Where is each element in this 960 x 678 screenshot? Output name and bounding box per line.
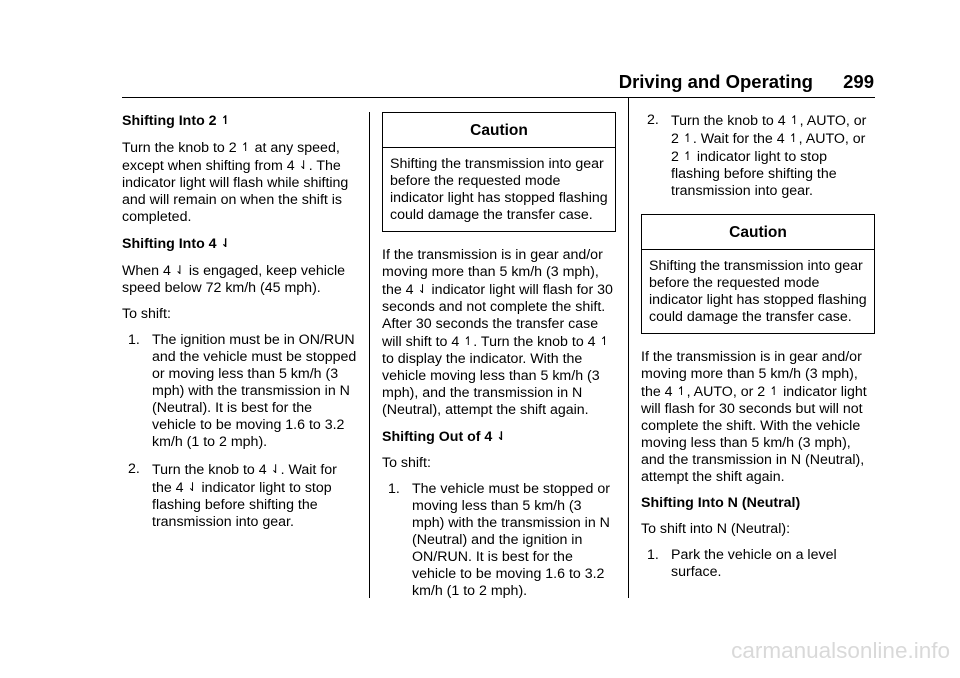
heading-shifting-into-2: Shifting Into 2 ↿	[122, 113, 231, 129]
down-arrow-icon: ⇃	[270, 462, 281, 476]
up-arrow-icon: ↿	[220, 113, 231, 127]
caution-body: Shifting the transmission into gear before the requested mode indicator light has stopped flashing could damage the transfer case.	[649, 258, 867, 325]
up-arrow-icon: ↿	[789, 113, 800, 127]
to-shift-label: To shift into N (Neutral):	[641, 521, 791, 537]
list-item: 1. The vehicle must be stopped or moving less than 5 km/h (3 mph) with the transmission in N (Neutral) and the ignition in ON/RUN. It is best for the vehicle to be moving 1.6 to 3.2 km/h (1 to 2 mph).	[388, 481, 610, 599]
steps-list	[641, 112, 875, 200]
column-middle	[382, 112, 616, 610]
up-arrow-icon: ↿	[769, 384, 780, 398]
steps-list	[641, 547, 875, 581]
caution-box	[641, 214, 875, 334]
list-item: 1. Park the vehicle on a level surface.	[647, 547, 837, 580]
up-arrow-icon: ↿	[682, 131, 693, 145]
caution-title: Caution	[642, 215, 874, 250]
header-rule	[122, 97, 875, 98]
list-item: 2. Turn the knob to 4 ↿, AUTO, or 2 ↿. Wait for the 4 ↿, AUTO, or 2 ↿ indicator light to stop flashing before shifting the transmission into gear.	[647, 112, 867, 199]
column-right	[641, 112, 875, 591]
column-divider	[628, 98, 629, 598]
down-arrow-icon: ⇃	[220, 236, 231, 250]
heading-shifting-into-4: Shifting Into 4 ⇃	[122, 236, 231, 252]
up-arrow-icon: ↿	[676, 384, 687, 398]
page-number: 299	[843, 71, 874, 92]
down-arrow-icon: ⇃	[417, 282, 428, 296]
up-arrow-icon: ↿	[788, 131, 799, 145]
down-arrow-icon: ⇃	[496, 429, 507, 443]
up-arrow-icon: ↿	[682, 149, 693, 163]
to-shift-label: To shift:	[382, 455, 431, 471]
down-arrow-icon: ⇃	[298, 158, 309, 172]
steps-list	[382, 481, 616, 600]
watermark: carmanualsonline.info	[731, 638, 950, 663]
section-title: Driving and Operating	[618, 71, 813, 92]
caution-title: Caution	[383, 113, 615, 148]
list-item: 1. The ignition must be in ON/RUN and the vehicle must be stopped or moving less than 5 km/h (3 mph) with the transmission in N (Neutral). It is best for the vehicle to be moving 1.6 to 3.2 km/h (1 to 2 mph).	[128, 332, 357, 450]
up-arrow-icon: ↿	[463, 334, 474, 348]
down-arrow-icon: ⇃	[187, 480, 198, 494]
list-item: 2. Turn the knob to 4 ⇃. Wait for the 4 ⇃ indicator light to stop flashing before shifting the transmission into gear.	[128, 461, 337, 530]
heading-shifting-into-n: Shifting Into N (Neutral)	[641, 495, 801, 511]
caution-box	[382, 112, 616, 232]
up-arrow-icon: ↿	[599, 334, 610, 348]
paragraph: Turn the knob to 2 ↿ at any speed, except when shifting from 4 ⇃. The indicator light will flash while shifting and will remain on when the shift is completed.	[122, 140, 349, 225]
paragraph: If the transmission is in gear and/or moving more than 5 km/h (3 mph), the 4 ↿, AUTO, or 2 ↿ indicator light will flash for 30 seconds but will not complete the shift. With the vehicle moving less than 5 km/h (3 mph), and the transmission in N (Neutral), attempt the shift again.	[641, 349, 867, 485]
down-arrow-icon: ⇃	[174, 263, 185, 277]
up-arrow-icon: ↿	[240, 140, 251, 154]
column-left	[122, 112, 358, 541]
paragraph: If the transmission is in gear and/or moving more than 5 km/h (3 mph), the 4 ⇃ indicator light will flash for 30 seconds and not complete the shift. After 30 seconds the transfer case will shift to 4 ↿. Turn the knob to 4 ↿ to display the indicator. With the vehicle moving less than 5 km/h (3 mph), and the transmission in N (Neutral), attempt the shift again.	[382, 247, 613, 418]
paragraph: When 4 ⇃ is engaged, keep vehicle speed below 72 km/h (45 mph).	[122, 263, 346, 296]
column-divider	[369, 112, 370, 598]
steps-list	[122, 332, 358, 531]
to-shift-label: To shift:	[122, 306, 171, 322]
heading-shifting-out-of-4: Shifting Out of 4 ⇃	[382, 429, 507, 445]
caution-body: Shifting the transmission into gear before the requested mode indicator light has stopped flashing could damage the transfer case.	[390, 156, 608, 223]
